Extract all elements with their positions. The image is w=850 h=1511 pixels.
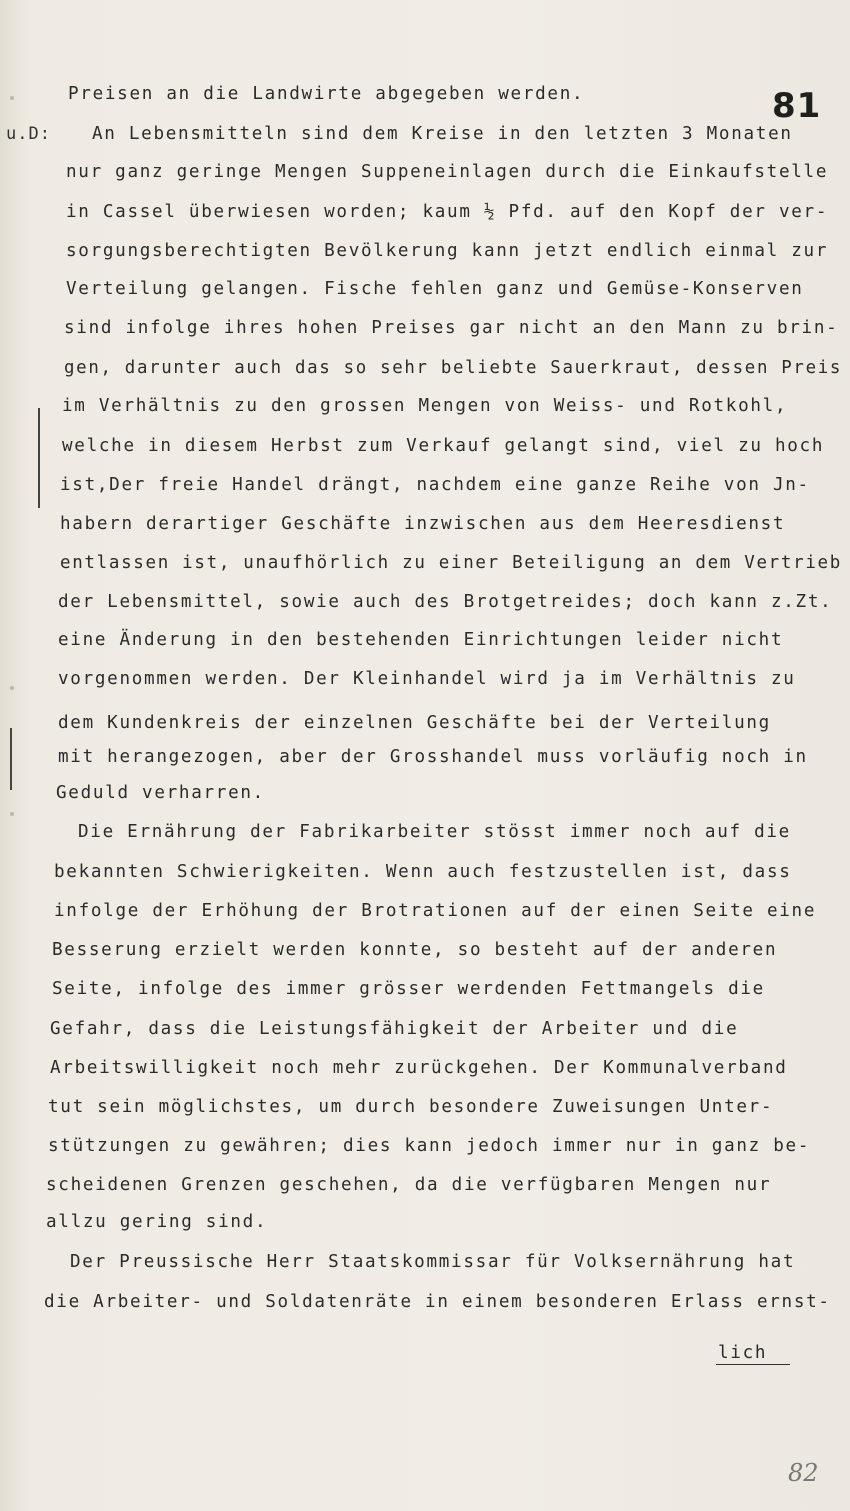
text-line: Preisen an die Landwirte abgegeben werden.	[68, 84, 585, 104]
archive-page-number: 82	[788, 1459, 819, 1487]
text-line: dem Kundenkreis der einzelnen Geschäfte bei der Verteilung	[58, 713, 771, 733]
pin-hole	[10, 686, 14, 690]
text-line: sorgungsberechtigten Bevölkerung kann jetzt endlich einmal zur	[66, 241, 829, 261]
margin-note: u.D:	[6, 124, 51, 144]
text-line: infolge der Erhöhung der Brotrationen auf der einen Seite eine	[54, 901, 817, 921]
text-line: nur ganz geringe Mengen Suppeneinlagen durch die Einkaufstelle	[66, 162, 829, 182]
text-line: der Lebensmittel, sowie auch des Brotgetreides; doch kann z.Zt.	[58, 592, 833, 612]
text-line: mit herangezogen, aber der Grosshandel muss vorläufig noch in	[58, 747, 808, 767]
text-line: bekannten Schwierigkeiten. Wenn auch festzustellen ist, dass	[54, 862, 792, 882]
text-line: allzu gering sind.	[46, 1212, 268, 1232]
text-line: stützungen zu gewähren; dies kann jedoch immer nur in ganz be-	[48, 1136, 811, 1156]
text-line: habern derartiger Geschäfte inzwischen aus dem Heeresdienst	[60, 514, 786, 534]
pin-hole	[10, 812, 14, 816]
margin-bracket-lower	[10, 728, 12, 790]
text-line: scheidenen Grenzen geschehen, da die verfügbaren Mengen nur	[46, 1175, 772, 1195]
text-line: Verteilung gelangen. Fische fehlen ganz und Gemüse-Konserven	[66, 279, 804, 299]
text-line: entlassen ist, unaufhörlich zu einer Beteiligung an dem Vertrieb	[60, 553, 842, 573]
text-line: eine Änderung in den bestehenden Einrichtungen leider nicht	[58, 630, 784, 650]
text-line: Besserung erzielt werden konnte, so besteht auf der anderen	[52, 940, 778, 960]
text-line: in Cassel überwiesen worden; kaum ½ Pfd. auf den Kopf der ver-	[66, 202, 829, 222]
text-line: die Arbeiter- und Soldatenräte in einem besonderen Erlass ernst-	[44, 1292, 831, 1312]
text-line: welche in diesem Herbst zum Verkauf gelangt sind, viel zu hoch	[62, 436, 825, 456]
continuation-underline	[716, 1364, 790, 1365]
text-line: Der Preussische Herr Staatskommissar für Volksernährung hat	[70, 1252, 796, 1272]
page-continuation: lich	[718, 1343, 768, 1363]
text-line: im Verhältnis zu den grossen Mengen von Weiss- und Rotkohl,	[62, 396, 788, 416]
text-line: ist,Der freie Handel drängt, nachdem eine ganze Reihe von Jn-	[60, 475, 810, 495]
text-line: sind infolge ihres hohen Preises gar nicht an den Mann zu brin-	[64, 318, 839, 338]
text-line: Arbeitswilligkeit noch mehr zurückgehen. Der Kommunalverband	[50, 1058, 788, 1078]
pin-hole	[10, 96, 14, 100]
text-line: tut sein möglichstes, um durch besondere Zuweisungen Unter-	[48, 1097, 774, 1117]
text-line: gen, darunter auch das so sehr beliebte Sauerkraut, dessen Preis	[64, 358, 843, 378]
text-line: An Lebensmitteln sind dem Kreise in den letzten 3 Monaten	[92, 124, 793, 144]
text-line: Seite, infolge des immer grösser werdenden Fettmangels die	[52, 979, 765, 999]
text-line: Geduld verharren.	[56, 783, 265, 803]
text-line: Die Ernährung der Fabrikarbeiter stösst immer noch auf die	[78, 822, 791, 842]
text-line: Gefahr, dass die Leistungsfähigkeit der Arbeiter und die	[50, 1019, 739, 1039]
margin-bracket-upper	[38, 408, 40, 508]
page-number: 81	[772, 86, 822, 126]
text-line: vorgenommen werden. Der Kleinhandel wird ja im Verhältnis zu	[58, 669, 796, 689]
